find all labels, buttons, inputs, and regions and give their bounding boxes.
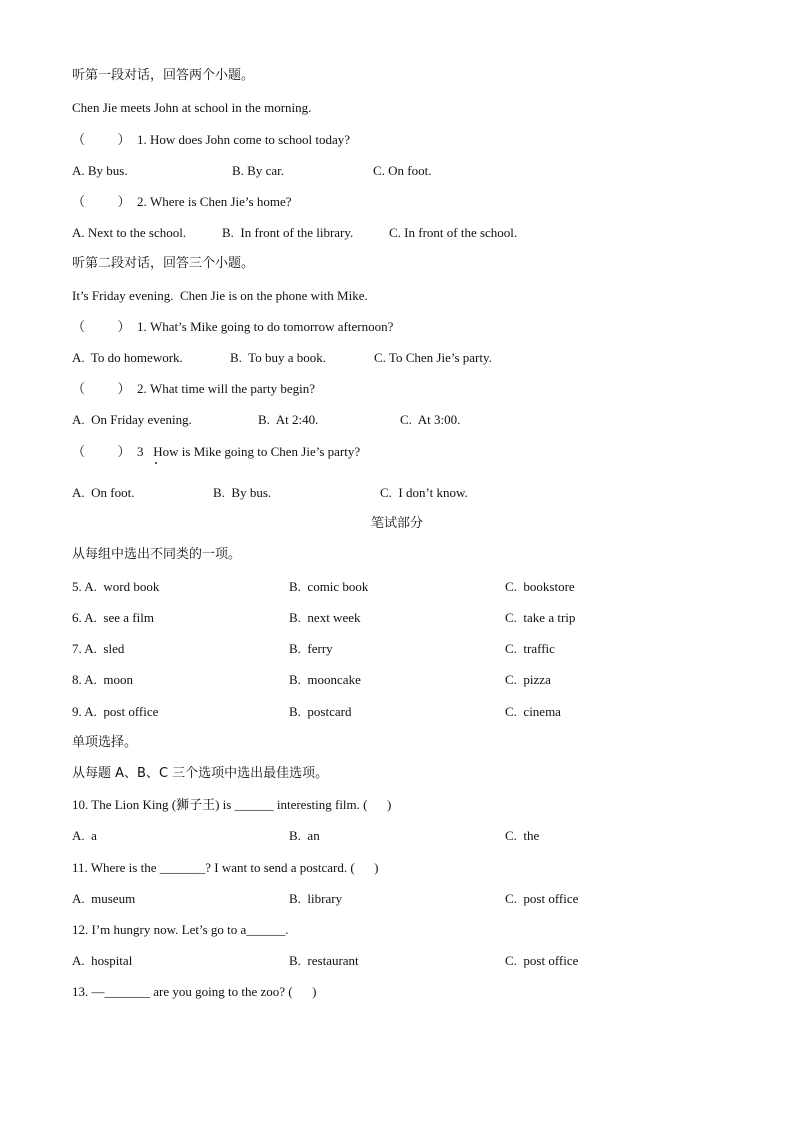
section2-context: It’s Friday evening. Chen Jie is on the phone with Mike. (72, 288, 368, 303)
s2-q1-option-b: B. To buy a book. (230, 350, 326, 365)
s1-q1-option-a: A. By bus. (72, 163, 128, 178)
s2-q1-option-c: C. To Chen Jie’s party. (374, 350, 492, 365)
s1-q2-option-c: C. In front of the school. (389, 225, 518, 240)
s2-question-1: （ ） 1. What’s Mike going to do tomorrow afternoon? (72, 319, 394, 334)
s2-q3-option-b: B. By bus. (213, 485, 272, 500)
question-13: 13. —_______ are you going to the zoo? ( ) (72, 984, 317, 999)
q6-option-b: B. next week (289, 610, 361, 625)
question-11: 11. Where is the _______? I want to send a postcard. ( ) (72, 860, 379, 875)
q5-option-c: C. bookstore (505, 579, 575, 594)
section1-instruction: 听第一段对话，回答两个小题。 (72, 68, 255, 83)
question-10: 10. The Lion King (狮子王) is ______ interesting film. ( ) (72, 797, 392, 812)
q5-option-a: 5. A. word book (72, 579, 160, 594)
q8-option-a: 8. A. moon (72, 672, 134, 687)
q9-option-b: B. postcard (289, 704, 352, 719)
q12-option-c: C. post office (505, 953, 579, 968)
section2-instruction: 听第二段对话，回答三个小题。 (72, 256, 255, 271)
s1-question-1: （ ） 1. How does John come to school today? (72, 132, 351, 147)
q8-option-b: B. mooncake (289, 672, 361, 687)
q7-option-a: 7. A. sled (72, 641, 125, 656)
s1-question-2: （ ） 2. Where is Chen Jie’s home? (72, 194, 292, 209)
q6-option-a: 6. A. see a film (72, 610, 154, 625)
s1-q2-option-b: B. In front of the library. (222, 225, 354, 240)
s2-q2-option-a: A. On Friday evening. (72, 412, 192, 427)
s2-q3-option-c: C. I don’t know. (380, 485, 468, 500)
q9-option-a: 9. A. post office (72, 704, 159, 719)
stray-dot (155, 462, 157, 464)
q10-option-b: B. an (289, 828, 320, 843)
q11-option-c: C. post office (505, 891, 579, 906)
s1-q1-option-b: B. By car. (232, 163, 284, 178)
q8-option-c: C. pizza (505, 672, 551, 687)
section1-context: Chen Jie meets John at school in the morning. (72, 100, 312, 115)
s2-q3-option-a: A. On foot. (72, 485, 135, 500)
s2-q2-option-c: C. At 3:00. (400, 412, 461, 427)
s2-question-2: （ ） 2. What time will the party begin? (72, 381, 315, 396)
question-12: 12. I’m hungry now. Let’s go to a______. (72, 922, 289, 937)
q12-option-a: A. hospital (72, 953, 133, 968)
q6-option-c: C. take a trip (505, 610, 576, 625)
s2-q2-option-b: B. At 2:40. (258, 412, 319, 427)
q9-option-c: C. cinema (505, 704, 561, 719)
q10-option-c: C. the (505, 828, 540, 843)
q5-option-b: B. comic book (289, 579, 369, 594)
odd-one-out-instruction: 从每组中选出不同类的一项。 (72, 547, 242, 562)
q12-option-b: B. restaurant (289, 953, 359, 968)
s2-question-3: （ ） 3 How is Mike going to Chen Jie’s party? (72, 444, 361, 459)
s1-q1-option-c: C. On foot. (373, 163, 432, 178)
choice-instruction: 从每题 A、B、C 三个选项中选出最佳选项。 (72, 766, 329, 781)
s1-q2-option-a: A. Next to the school. (72, 225, 187, 240)
choice-heading: 单项选择。 (72, 735, 138, 750)
q7-option-c: C. traffic (505, 641, 555, 656)
q11-option-b: B. library (289, 891, 343, 906)
q10-option-a: A. a (72, 828, 97, 843)
s2-q1-option-a: A. To do homework. (72, 350, 183, 365)
q11-option-a: A. museum (72, 891, 136, 906)
written-section-title: 笔试部分 (370, 516, 423, 531)
q7-option-b: B. ferry (289, 641, 333, 656)
